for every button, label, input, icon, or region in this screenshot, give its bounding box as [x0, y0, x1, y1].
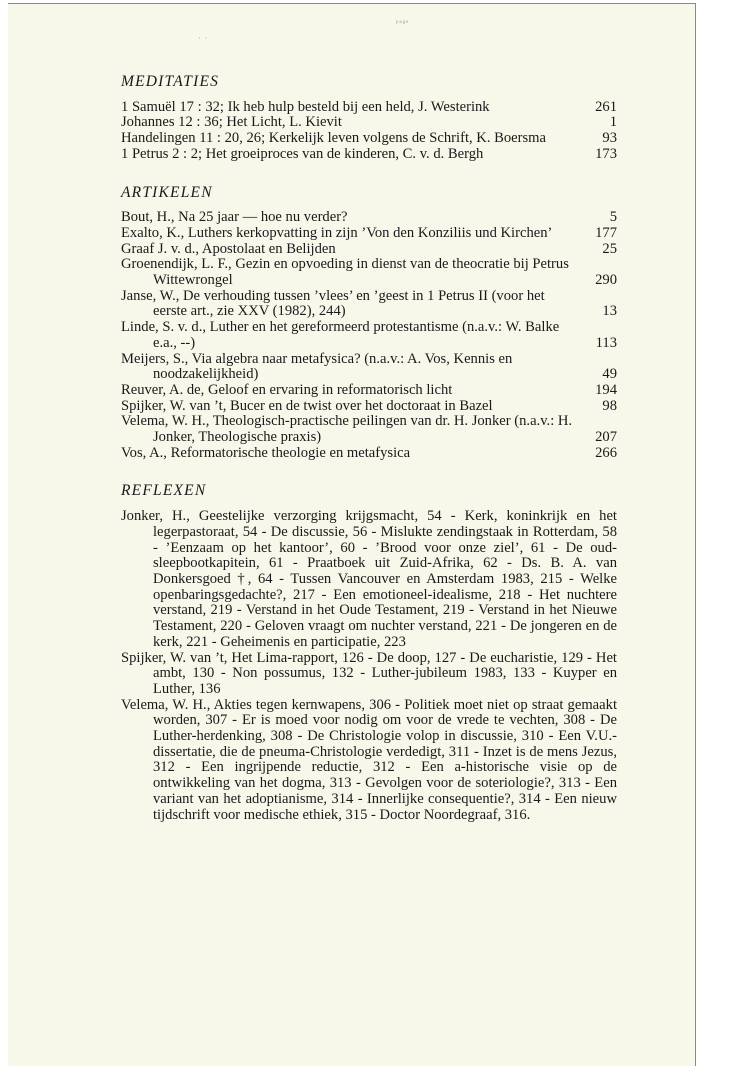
entry-page: 13: [602, 303, 617, 320]
index-entry: [121, 289, 617, 320]
reflexen-entry: Spijker, W. van ’t, Het Lima-rapport, 126 - De doop, 127 - De eucharistie, 129 - Het ambt, 130 - Non possumus, 132 - Luther-jubileum 1983, 133 - Kuyper en Luther, 136: [121, 649, 617, 697]
reflexen-entry: Velema, W. H., Akties tegen kernwapens, 306 - Politiek moet niet op straat gemaakt worden, 307 - Er is moed voor nodig om voor de vrede te vechten, 308 - De Luther-herdenking, 308 - De Christologie volop in discussie, 310 - Een V.U.-dissertatie, die de pneuma-Christologie verdedigt, 311 - Inzet is de mens Jezus, 312 - Een ingrijpende reductie, 312 - Een a-historische visie op de ontwikkeling van het dogma, 313 - Gevolgen voor de soteriologie?, 313 - Een variant van het adoptianisme, 314 - Innerlijke consequentie?, 314 - Een nieuw tijdschrift voor medische ethiek, 315 - Doctor Noordegraaf, 316.: [121, 696, 617, 823]
scan-mark-left: · ·: [198, 34, 209, 43]
entry-text: Meijers, S., Via algebra naar metafysica? (n.a.v.: A. Vos, Kennis en noodzakelijkheid): [121, 350, 513, 383]
index-entry: [121, 446, 617, 462]
index-entry: [121, 100, 617, 116]
scan-mark-top: ᵖᵃᵍᵉ: [396, 18, 410, 27]
entry-page: 177: [595, 224, 617, 241]
reflexen-entry: Jonker, H., Geestelijke verzorging krijgsmacht, 54 - Kerk, koninkrijk en het legerpastoraat, 54 - De discussie, 56 - Mislukte zendingstaak in Rotterdam, 58 - ’Eenzaam op het kantoor’, 60 - ’Brood voor onze ziel’, 61 - De oud-sleepbootkapitein, 61 - Praatboek uit Zuid-Afrika, 62 - Ds. B. A. van Donkersgoed †, 64 - Tussen Vancouver en Amsterdam 1983, 215 - Welke openbaringsgedachte?, 217 - Een emotioneel-idealisme, 218 - Het nuchtere verstand, 219 - Verstand in het Oude Testament, 219 - Verstand in het Nieuwe Testament, 220 - Geloven vraagt om nuchter verstand, 221 - De jongeren en de kerk, 221 - Geheimenis en participatie, 223: [121, 508, 617, 650]
entry-page: 290: [595, 272, 617, 289]
section-artikelen: [121, 185, 617, 462]
entry-page: 98: [602, 397, 617, 414]
entry-page: 266: [595, 444, 617, 461]
index-entry: [121, 257, 617, 288]
entry-page: 5: [609, 209, 617, 226]
index-entry: [121, 242, 617, 258]
entry-text: Graaf J. v. d., Apostolaat en Belijden: [121, 240, 336, 257]
index-content: [121, 74, 617, 845]
section-meditaties: [121, 74, 617, 163]
entry-text: Handelingen 11 : 20, 26; Kerkelijk leven volgens de Schrift, K. Boersma: [121, 130, 547, 147]
entry-page: 113: [595, 334, 617, 351]
index-entry: [121, 226, 617, 242]
entry-text: Velema, W. H., Theologisch-practische peilingen van dr. H. Jonker (n.a.v.: H. Jonker, Theologische praxis): [121, 413, 573, 446]
entry-text: Janse, W., De verhouding tussen ’vlees’ en ’geest in 1 Petrus II (voor het eerste art., zie XXV (1982), 244): [121, 287, 545, 320]
index-entry: [121, 115, 617, 131]
entry-text: Vos, A., Reformatorische theologie en metafysica: [121, 444, 411, 461]
entry-text: Linde, S. v. d., Luther en het gereformeerd protestantisme (n.a.v.: W. Balke e.a., --): [121, 319, 560, 351]
section-heading: MEDITATIES: [121, 73, 220, 90]
index-entry: [121, 414, 617, 445]
entry-page: 1: [609, 114, 617, 131]
entry-text: 1 Petrus 2 : 2; Het groeiproces van de kinderen, C. v. d. Bergh: [121, 145, 484, 162]
section-heading: ARTIKELEN: [121, 183, 213, 201]
entry-text: Exalto, K., Luthers kerkopvatting in zijn ’Von den Konziliis und Kirchen’: [121, 224, 553, 241]
index-entry: [121, 383, 617, 399]
index-entry: [121, 320, 617, 351]
entry-text: Johannes 12 : 36; Het Licht, L. Kievit: [121, 114, 342, 131]
entry-text: Groenendijk, L. F., Gezin en opvoeding in dienst van de theocratie bij Petrus Wittewrongel: [121, 256, 569, 289]
entry-page: 261: [595, 98, 617, 115]
entry-page: 194: [595, 381, 617, 398]
index-entry: [121, 210, 617, 226]
section-reflexen: [121, 483, 617, 823]
entry-page: 93: [602, 130, 617, 147]
section-heading: REFLEXEN: [121, 482, 207, 500]
entry-text: Reuver, A. de, Geloof en ervaring in reformatorisch licht: [121, 381, 453, 398]
entry-page: 173: [595, 145, 617, 162]
entry-text: Spijker, W. van ’t, Bucer en de twist over het doctoraat in Bazel: [121, 397, 493, 414]
entry-text: Bout, H., Na 25 jaar — hoe nu verder?: [121, 209, 348, 226]
index-entry: [121, 147, 617, 163]
index-entry: [121, 399, 617, 415]
index-entry: [121, 131, 617, 147]
entry-text: 1 Samuël 17 : 32; Ik heb hulp besteld bij een held, J. Westerink: [121, 98, 490, 115]
entry-page: 25: [602, 240, 617, 257]
entry-page: 49: [602, 366, 617, 383]
entry-page: 207: [595, 429, 617, 446]
index-entry: [121, 352, 617, 383]
